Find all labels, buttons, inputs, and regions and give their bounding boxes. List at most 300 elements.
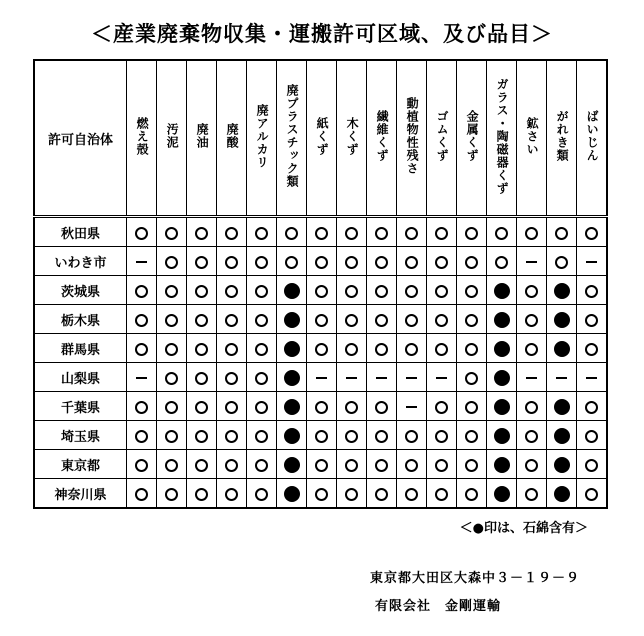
table-row [34,247,607,276]
permitted-mark [405,488,418,501]
permitted-mark [405,285,418,298]
permit-cell [577,217,608,247]
permit-cell [307,334,337,363]
permit-cell [127,305,157,334]
permit-cell [277,247,307,276]
permit-cell [367,276,397,305]
municipality-name: 栃木県 [34,305,127,334]
permit-cell [577,392,608,421]
permitted-mark [465,488,478,501]
permit-cell [547,305,577,334]
permitted-mark [465,227,478,240]
permitted-mark [285,256,298,269]
permit-cell [157,363,187,392]
permitted-mark [165,430,178,443]
permit-cell [217,334,247,363]
permit-cell [277,363,307,392]
permitted-mark [225,227,238,240]
permit-cell [547,334,577,363]
permitted-mark [375,488,388,501]
permitted-mark [345,343,358,356]
permitted-mark [195,343,208,356]
permit-cell [577,247,608,276]
permitted-mark [255,285,268,298]
permitted-mark [345,256,358,269]
asbestos-permitted-mark [494,399,510,415]
permit-cell [397,450,427,479]
permit-cell [427,363,457,392]
permit-table [33,59,608,509]
permit-cell [397,392,427,421]
permitted-mark [315,285,328,298]
permit-cell [187,217,217,247]
column-header-municipality: 許可自治体 [34,60,127,217]
permit-cell [427,305,457,334]
permit-cell [577,479,608,509]
permitted-mark [465,430,478,443]
asbestos-permitted-mark [554,486,570,502]
permitted-mark [405,314,418,327]
permit-cell [127,334,157,363]
permit-cell [247,363,277,392]
permit-cell [307,247,337,276]
permit-cell [157,479,187,509]
permit-cell [517,334,547,363]
permitted-mark [225,256,238,269]
column-header-waste-type [247,60,277,217]
not-permitted-mark [406,377,417,379]
permitted-mark [465,372,478,385]
permit-cell [337,247,367,276]
permit-cell [457,247,487,276]
asbestos-permitted-mark [554,457,570,473]
permitted-mark [375,256,388,269]
permitted-mark [135,285,148,298]
permitted-mark [165,459,178,472]
permitted-mark [345,285,358,298]
permit-cell [247,276,277,305]
permit-cell [367,421,397,450]
permit-cell [217,217,247,247]
permit-cell [547,479,577,509]
column-header-label: 廃油 [195,123,210,149]
permit-cell [367,363,397,392]
permitted-mark [135,488,148,501]
permit-cell [517,217,547,247]
permit-cell [577,276,608,305]
table-body [34,217,607,509]
column-header-waste-type [547,60,577,217]
asbestos-permitted-mark [284,312,300,328]
permitted-mark [495,227,508,240]
permitted-mark [345,227,358,240]
permit-cell [487,363,517,392]
not-permitted-mark [436,377,447,379]
not-permitted-mark [556,377,567,379]
permitted-mark [555,256,568,269]
permitted-mark [255,343,268,356]
table-row [34,217,607,247]
permitted-mark [225,430,238,443]
permit-cell [307,421,337,450]
permit-cell [577,421,608,450]
permitted-mark [465,401,478,414]
permit-cell [337,334,367,363]
permit-cell [187,363,217,392]
permitted-mark [255,459,268,472]
permitted-mark [465,256,478,269]
permit-cell [157,305,187,334]
permit-cell [457,363,487,392]
municipality-name: 茨城県 [34,276,127,305]
permitted-mark [525,227,538,240]
permitted-mark [375,285,388,298]
permit-cell [427,247,457,276]
permitted-mark [255,227,268,240]
column-header-label: 廃プラスチック類 [285,84,300,188]
permitted-mark [285,227,298,240]
permit-cell [127,217,157,247]
permit-cell [187,247,217,276]
permit-cell [457,479,487,509]
legend-note: ＜●印は、石綿含有＞ [459,521,588,536]
permit-cell [487,334,517,363]
permitted-mark [585,343,598,356]
column-header-waste-type [577,60,608,217]
not-permitted-mark [136,261,147,263]
permitted-mark [405,459,418,472]
column-header-label: 木くず [345,116,360,156]
permitted-mark [135,343,148,356]
permit-cell [367,305,397,334]
permit-cell [157,421,187,450]
permit-cell [517,247,547,276]
permitted-mark [165,227,178,240]
permitted-mark [165,488,178,501]
permit-cell [427,276,457,305]
permit-cell [517,392,547,421]
permit-cell [367,334,397,363]
permitted-mark [315,227,328,240]
permitted-mark [345,314,358,327]
permit-cell [577,450,608,479]
permitted-mark [225,401,238,414]
table-header-row [34,60,607,217]
permit-cell [337,217,367,247]
permit-cell [217,450,247,479]
permit-cell [517,305,547,334]
permit-cell [337,479,367,509]
permit-cell [577,305,608,334]
permit-cell [457,217,487,247]
column-header-label: 紙くず [315,116,330,156]
permit-cell [337,363,367,392]
column-header-waste-type [307,60,337,217]
permit-cell [517,276,547,305]
permit-cell [277,479,307,509]
permit-cell [487,305,517,334]
permit-cell [157,392,187,421]
asbestos-permitted-mark [494,457,510,473]
permitted-mark [315,459,328,472]
permitted-mark [345,430,358,443]
permitted-mark [195,459,208,472]
permitted-mark [435,459,448,472]
permitted-mark [135,227,148,240]
permit-cell [307,479,337,509]
table-row [34,305,607,334]
asbestos-permitted-mark [554,399,570,415]
permitted-mark [225,488,238,501]
asbestos-permitted-mark [284,399,300,415]
permit-cell [397,276,427,305]
permit-cell [427,479,457,509]
asbestos-permitted-mark [554,341,570,357]
table-row [34,450,607,479]
permitted-mark [315,488,328,501]
permit-cell [547,363,577,392]
column-header-label: 汚泥 [165,123,180,149]
permit-cell [217,276,247,305]
permit-cell [397,479,427,509]
permit-cell [247,247,277,276]
asbestos-permitted-mark [284,486,300,502]
permit-cell [547,421,577,450]
column-header-label: 動植物性残さ [405,97,420,175]
permit-cell [277,450,307,479]
not-permitted-mark [346,377,357,379]
column-header-label: ガラス・陶磁器くず [495,77,510,195]
asbestos-permitted-mark [554,428,570,444]
permitted-mark [165,401,178,414]
permit-cell [517,479,547,509]
permit-cell [277,392,307,421]
permit-cell [487,421,517,450]
permit-cell [247,217,277,247]
column-header-waste-type [397,60,427,217]
permit-cell [277,217,307,247]
table-row [34,276,607,305]
permitted-mark [225,372,238,385]
column-header-label: 廃酸 [225,123,240,149]
not-permitted-mark [586,261,597,263]
permit-cell [307,450,337,479]
permitted-mark [405,343,418,356]
permit-cell [307,363,337,392]
permit-cell [247,334,277,363]
permitted-mark [405,227,418,240]
permit-cell [277,276,307,305]
permitted-mark [165,372,178,385]
permit-cell [127,421,157,450]
permitted-mark [525,401,538,414]
permitted-mark [255,430,268,443]
column-header-waste-type [427,60,457,217]
permitted-mark [165,285,178,298]
company-address: 東京都大田区大森中３－１９－９ [370,571,581,586]
not-permitted-mark [526,261,537,263]
column-header-label: 繊維くず [375,110,390,162]
permitted-mark [585,285,598,298]
permit-cell [547,450,577,479]
permitted-mark [165,256,178,269]
permitted-mark [195,314,208,327]
permit-cell [187,479,217,509]
column-header-label: ゴムくず [435,110,450,162]
permitted-mark [585,459,598,472]
permitted-mark [375,343,388,356]
asbestos-permitted-mark [284,283,300,299]
permitted-mark [195,430,208,443]
permitted-mark [375,430,388,443]
permitted-mark [435,314,448,327]
column-header-waste-type [487,60,517,217]
permitted-mark [405,430,418,443]
permitted-mark [345,488,358,501]
asbestos-permitted-mark [284,341,300,357]
column-header-label: 金属くず [465,110,480,162]
permitted-mark [255,314,268,327]
permitted-mark [195,227,208,240]
permit-cell [337,392,367,421]
permitted-mark [525,430,538,443]
column-header-waste-type [127,60,157,217]
permit-cell [187,276,217,305]
permit-cell [247,479,277,509]
permit-cell [217,363,247,392]
permit-cell [217,421,247,450]
permit-cell [457,392,487,421]
column-header-label: 廃アルカリ [255,103,270,169]
municipality-name: 東京都 [34,450,127,479]
permitted-mark [135,459,148,472]
table-row [34,421,607,450]
asbestos-permitted-mark [554,283,570,299]
permitted-mark [435,343,448,356]
permit-cell [547,247,577,276]
permitted-mark [315,401,328,414]
permitted-mark [435,430,448,443]
permit-cell [427,334,457,363]
asbestos-permitted-mark [494,428,510,444]
permitted-mark [525,314,538,327]
permitted-mark [585,401,598,414]
permit-cell [547,276,577,305]
permitted-mark [135,401,148,414]
permit-cell [247,450,277,479]
permitted-mark [135,430,148,443]
permit-cell [457,305,487,334]
asbestos-permitted-mark [494,312,510,328]
permitted-mark [435,227,448,240]
permit-cell [547,392,577,421]
not-permitted-mark [376,377,387,379]
permit-cell [217,479,247,509]
permitted-mark [195,285,208,298]
column-header-waste-type [217,60,247,217]
permit-cell [337,450,367,479]
permitted-mark [405,256,418,269]
permit-cell [337,421,367,450]
permit-cell [487,276,517,305]
permit-cell [487,217,517,247]
permit-cell [217,305,247,334]
permitted-mark [435,488,448,501]
permit-cell [487,392,517,421]
permit-cell [517,363,547,392]
municipality-name: いわき市 [34,247,127,276]
permit-cell [367,450,397,479]
permit-cell [427,450,457,479]
permit-cell [457,450,487,479]
permit-cell [187,450,217,479]
permit-cell [277,305,307,334]
permitted-mark [165,343,178,356]
permit-cell [517,450,547,479]
permitted-mark [135,314,148,327]
municipality-name: 群馬県 [34,334,127,363]
asbestos-permitted-mark [284,428,300,444]
permitted-mark [375,459,388,472]
column-header-label: 燃え殻 [135,116,150,156]
not-permitted-mark [526,377,537,379]
column-header-waste-type [517,60,547,217]
permit-cell [307,392,337,421]
permit-cell [397,305,427,334]
not-permitted-mark [136,377,147,379]
table-row [34,479,607,509]
company-name: 有限会社 金剛運輸 [375,599,502,614]
permit-cell [247,392,277,421]
permit-cell [547,217,577,247]
permit-cell [127,479,157,509]
asbestos-permitted-mark [494,341,510,357]
permitted-mark [585,314,598,327]
permitted-mark [315,314,328,327]
permitted-mark [465,459,478,472]
permitted-mark [315,256,328,269]
permitted-mark [465,314,478,327]
permitted-mark [525,343,538,356]
permit-cell [427,392,457,421]
not-permitted-mark [316,377,327,379]
permit-cell [187,334,217,363]
permit-cell [577,334,608,363]
permitted-mark [255,256,268,269]
permitted-mark [435,256,448,269]
permitted-mark [375,227,388,240]
municipality-name: 秋田県 [34,217,127,247]
permit-cell [307,276,337,305]
permitted-mark [585,488,598,501]
permitted-mark [225,459,238,472]
permitted-mark [525,285,538,298]
permit-cell [397,363,427,392]
permit-cell [487,479,517,509]
permit-cell [337,305,367,334]
permit-cell [457,276,487,305]
permitted-mark [165,314,178,327]
column-header-waste-type [457,60,487,217]
permitted-mark [195,401,208,414]
not-permitted-mark [406,406,417,408]
permit-cell [217,392,247,421]
permitted-mark [225,285,238,298]
asbestos-permitted-mark [554,312,570,328]
asbestos-permitted-mark [494,370,510,386]
table-row [34,392,607,421]
permit-cell [397,421,427,450]
